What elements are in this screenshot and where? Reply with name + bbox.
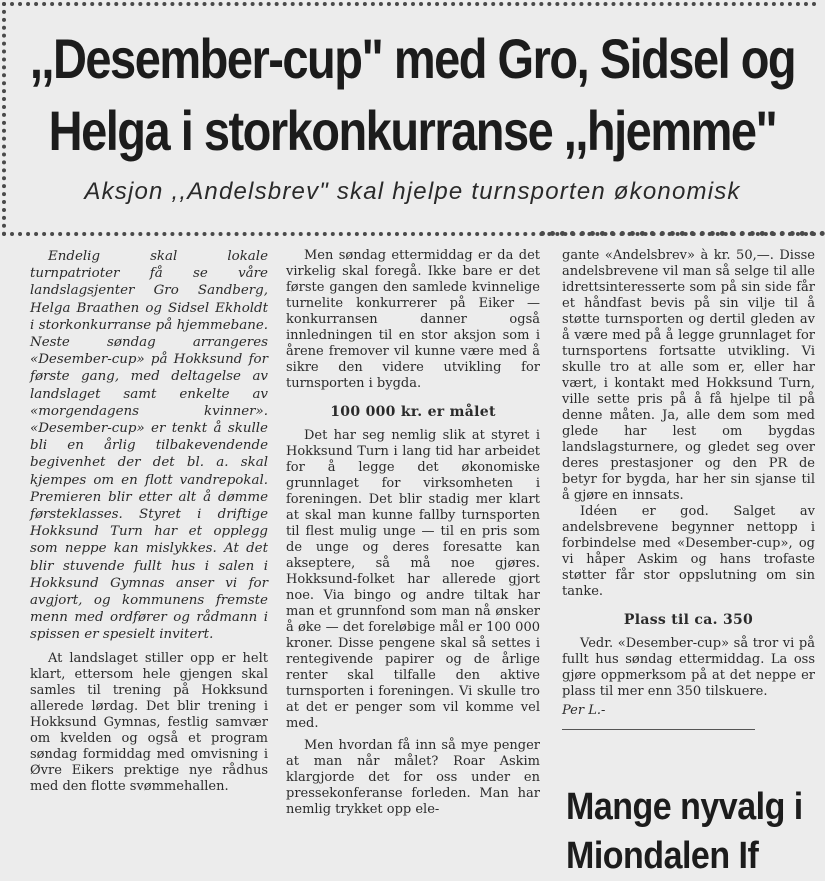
section-subheading: Plass til ca. 350 xyxy=(623,612,754,628)
headline-dotted-rule xyxy=(540,231,825,236)
article-column-1 xyxy=(30,248,268,795)
body-paragraph: Men søndag ettermiddag er da det virkelig skal foregå. Ikke bare er det første gangen den samlede kvinnelige turnelite konkurrerer på Eiker — konkurransen danner også innledningen til en stor aksjon som i årene fremover vil kunne være med å sikre den videre utvikling for turnsporten i bygda. xyxy=(286,248,540,391)
body-paragraph: Det har seg nemlig slik at styret i Hokksund Turn i lang tid har arbeidet for å legge det økonomiske grunnlaget for virksomheten i foreningen. Det blir stadig mer klart at skal man kunne fallby turnsporten til flest mulig unge — til en pris som de unge og deres foresatte kan akseptere, så må noe gjøres. Hokksund-folket har allerede gjort noe. Via bingo og andre tiltak har man et grunnfond som man nå ønsker å øke — det foreløbige mål er 100 000 kroner. Disse pengene skal så settes i rentegivende papirer og de årlige renter skal tilfalle den aktive turnsporten i foreningen. Vi skulle tro at det er penger som vil komme vel med. xyxy=(286,428,540,731)
next-article-headline-line-1: Mange nyvalg i xyxy=(566,785,803,828)
section-subheading: 100 000 kr. er målet xyxy=(330,404,496,420)
article-column-2 xyxy=(286,248,540,818)
subheadline: Aksjon ,,Andelsbrev" skal hjelpe turnsporten økonomisk xyxy=(84,178,741,205)
headline-line-2: Helga i storkonkurranse ,,hjemme" xyxy=(48,99,777,162)
lead-paragraph: Endelig skal lokale turnpatrioter få se våre landslagsjenter Gro Sandberg, Helga Braathen og Sidsel Ekholdt i storkonkurranse på hjemmebane. Neste søndag arrangeres «Desember-cup» på Hokksund for første gang, med deltagelse av landslaget samt enkelte av «morgendagens kvinner». «Desember-cup» er tenkt å skulle bli en årlig tilbakevendende begivenhet der det bl. a. skal kjempes om en flott vandrepokal. Premieren blir etter alt å dømme førsteklasses. Styret i driftige Hokksund Turn har et opplegg som neppe kan mislykkes. At det blir stuvende fullt hus i salen i Hokksund Gymnas anser vi for avgjort, og kommunens fremste menn med ordfører og rådmann i spissen er spesielt invitert. xyxy=(30,249,268,643)
body-paragraph: Vedr. «Desember-cup» så tror vi på fullt hus søndag ettermiddag. La oss gjøre oppmerksom på at det neppe er plass til mer enn 350 tilskuere. xyxy=(562,636,815,699)
headline-line-1: ,,Desember-cup" med Gro, Sidsel og xyxy=(29,27,796,90)
article-column-3 xyxy=(562,248,815,730)
body-paragraph: At landslaget stiller opp er helt klart, ettersom hele gjengen skal samles til trening på Hokksund allerede lørdag. Det blir trening i Hokksund Gymnas, festlig samvær om kvelden og også et program søndag formiddag med omvisning i Øvre Eikers prektige nye rådhus med den flotte svømmehallen. xyxy=(30,650,268,794)
body-paragraph: gante «Andelsbrev» à kr. 50,—. Disse andelsbrevene vil man så selge til alle idrettsinteresserte som på sin side får et håndfast bevis på sin vilje til å støtte turnsporten og dertil gleden av å være med på å legge grunnlaget for turnsportens fortsatte utvikling. Vi skulle tro at alle som er, eller har vært, i kontakt med Hokksund Turn, ville sette pris på å få hjelpe til på denne måten. Ja, alle dem som med glede har lest om bygdas landslagsturnere, og gledet seg over deres prestasjoner og den PR de betyr for bygda, har her sin sjanse til å gjøre en innsats. xyxy=(562,248,815,503)
author-signature: Per L.- xyxy=(562,703,606,718)
next-article-headline xyxy=(566,782,825,881)
column-divider xyxy=(562,729,755,730)
body-paragraph: Men hvordan få inn så mye penger at man når målet? Roar Askim klargjorde det for oss under en pressekonferanse forleden. Man har nemlig trykket opp ele- xyxy=(286,738,540,817)
next-article-headline-line-2: Miondalen If xyxy=(566,834,759,878)
body-paragraph: Idéen er god. Salget av andelsbrevene begynner nettopp i forbindelse med «Desember-cup», og vi håper Askim og hans trofaste støtter får stor oppslutning om sin tanke. xyxy=(562,504,815,599)
